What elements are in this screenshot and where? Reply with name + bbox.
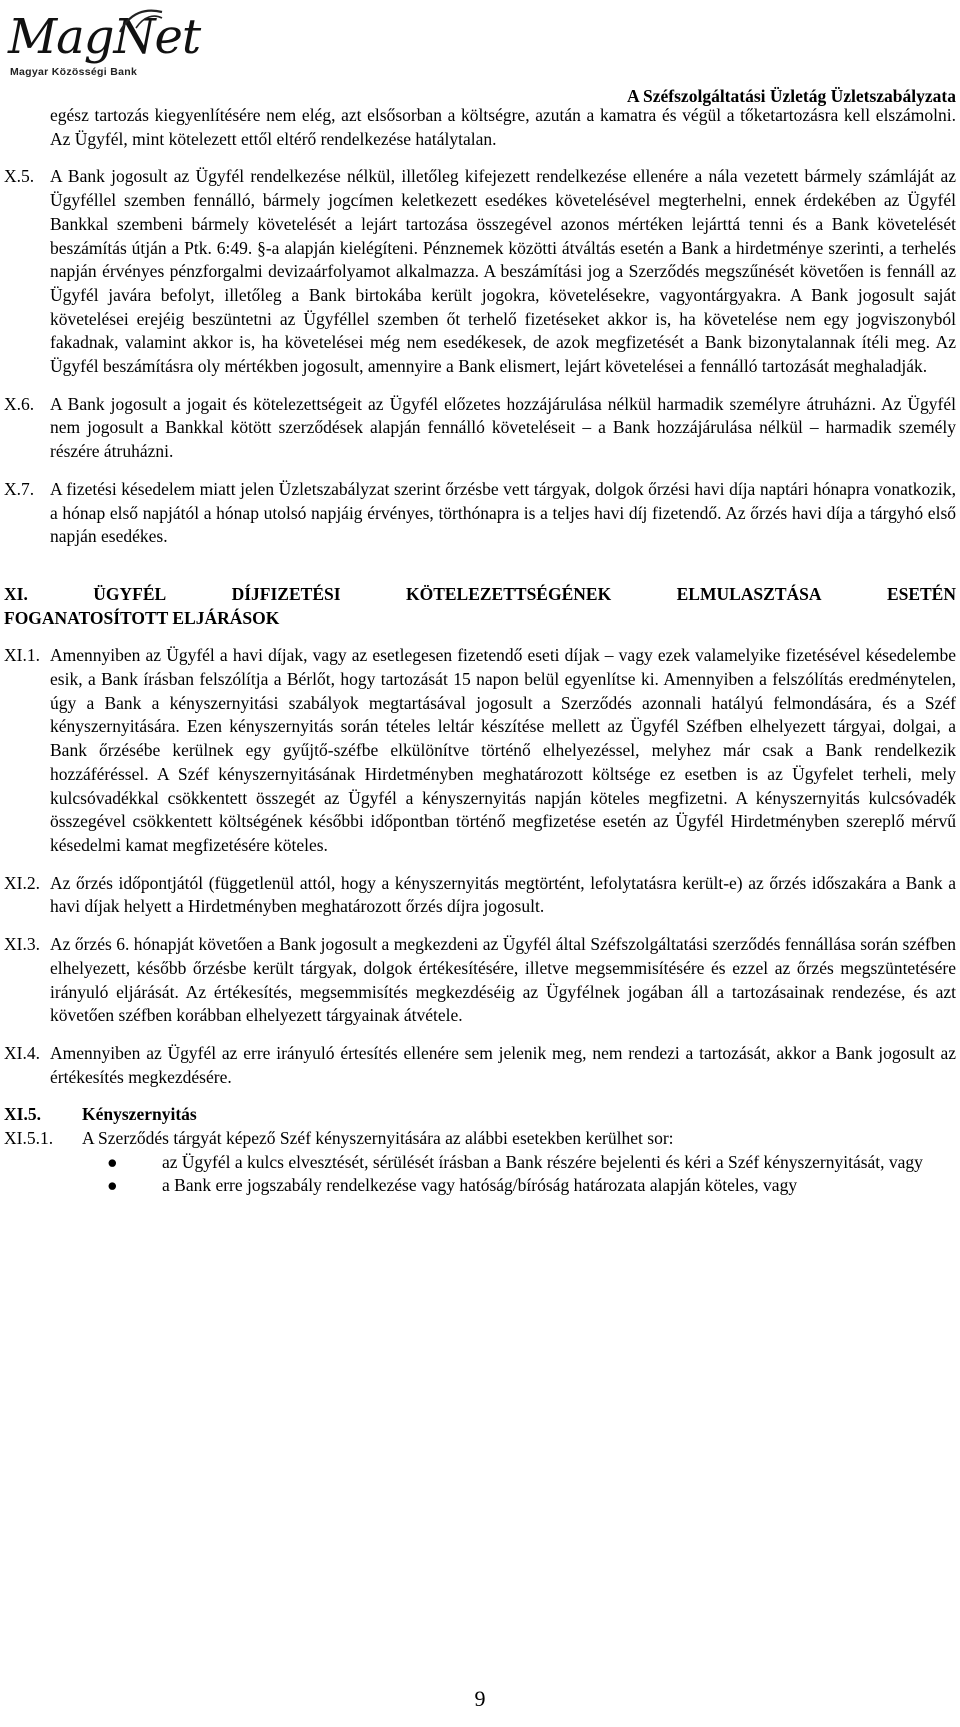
logo-swirl-icon: [116, 6, 166, 36]
clause-text: Az őrzés időpontjától (függetlenül attól, hogy a kényszernyitás megtörtént, lefolytatásra került-e) az őrzés időszakára a Bank a havi díjak helyett a Hirdetményben meghatározott őrzés díjra jogosult.: [50, 872, 956, 917]
clause-number: XI.1.: [4, 645, 40, 666]
heading-word: DÍJFIZETÉSI: [231, 583, 341, 604]
clause-number: X.7.: [4, 478, 35, 499]
section-heading-line1: [4, 583, 956, 607]
subsection-number: XI.5.: [4, 1104, 41, 1125]
document-title: A Széfszolgáltatási Üzletág Üzletszabályzata: [626, 86, 956, 106]
magnet-logo: [8, 6, 201, 86]
heading-word: ELMULASZTÁSA: [676, 583, 822, 604]
heading-word: KÖTELEZETTSÉGÉNEK: [405, 583, 612, 604]
list-item-text: az Ügyfél a kulcs elvesztését, sérülését írásban a Bank részére bejelenti és kéri a Széf kényszernyitását, vagy: [162, 1151, 923, 1172]
clause-text: A Szerződés tárgyát képező Széf kényszernyitására az alábbi esetekben kerülhet sor:: [82, 1128, 674, 1149]
section-heading-line2: FOGANATOSÍTOTT ELJÁRÁSOK: [4, 607, 280, 628]
subsection-xi5-heading: [4, 1103, 956, 1127]
bullet-icon: ●: [107, 1151, 118, 1172]
clause-text: A fizetési késedelem miatt jelen Üzletszabályzat szerint őrzésbe vett tárgyak, dolgok őrzési havi díja naptári hónapra vonatkozik, a hónap első napjától a hónap utolsó napjáig érvényes, törthónapra is a teljes havi díj fizetendő. Az őrzés havi díja a tárgyhó első napján esedékes.: [50, 478, 956, 547]
clause-x5: [4, 165, 956, 378]
list-item-text: a Bank erre jogszabály rendelkezése vagy hatóság/bíróság határozata alapján köteles, vagy: [162, 1175, 798, 1196]
clause-number: XI.2.: [4, 872, 40, 893]
document-body: [4, 104, 956, 1198]
clause-x7: [4, 478, 956, 549]
logo-subtitle: Magyar Közösségi Bank: [10, 66, 138, 78]
continuation-paragraph: egész tartozás kiegyenlítésére nem elég, azt elsősorban a költségre, azután a kamatra és végül a tőketartozásra kell elszámolni. Az Ügyfél, mint kötelezett ettől eltérő rendelkezése hatálytalan.: [50, 105, 956, 149]
heading-number: XI.: [4, 583, 28, 604]
clause-number: XI.3.: [4, 934, 40, 955]
clause-xi51: [4, 1127, 956, 1151]
heading-word: ÜGYFÉL: [93, 583, 167, 604]
clause-text: A Bank jogosult a jogait és kötelezettségeit az Ügyfél előzetes hozzájárulása nélkül harmadik személyre átruházni. Az Ügyfél nem jogosult a Bankkal kötött szerződések alapján fennálló követeléseit – a Bank hozzájárulása nélkül – harmadik személy részére átruházni.: [50, 393, 956, 462]
logo-wordmark: MagNet: [8, 9, 201, 65]
clause-text: Amennyiben az Ügyfél a havi díjak, vagy az esetlegesen fizetendő eseti díjak – vagy ezek valamelyike fizetésével késedelembe esik, a Bank írásban felszólítja a Bérlőt, hogy tartozását 15 napon belül egyenlítse ki. Amennyiben a felszólítás eredménytelen, úgy a Bank a kényszernyitási szabályok megtartásával jogosult a Szerződés azonnali hatályú felmondására, és a Széf kényszernyitására. Ezen kényszernyitás során tételes leltár készítése mellett az Ügyfél Széfben elhelyezett tárgyai, dolgai, a Bank őrzésébe kerülnek egy gyűjtő-széfbe elkülönítve történő elhelyezéssel, melyhez már csak a Bank rendelkezik hozzáféréssel. A Széf kényszernyitásának Hirdetményben meghatározott költsége ez esetben is az Ügyfelet terheli, mely kulcsóvadékkal csökkentett összegét az Ügyfél a kényszernyitás napján köteles megfizetni. A kényszernyitás kulcsóvadék összegével csökkentett költségének későbbi időpontban történő megfizetése esetén az Ügyfél Hirdetményben szereplő mérvű késedelmi kamat megfizetésére köteles.: [50, 645, 956, 855]
clause-number: X.5.: [4, 166, 35, 187]
clause-x6: [4, 393, 956, 464]
clause-number: XI.4.: [4, 1042, 40, 1063]
clause-text: Az őrzés 6. hónapját követően a Bank jogosult a megkezdeni az Ügyfél által Széfszolgáltatási szerződés fennállása során széfben elhelyezett, később őrzésbe került tárgyak, dolgok értékesítésére, illetve megsemmisítésére és ezzel az őrzés megszüntetésére irányuló eljárását. Az értékesítés, megsemmisítés megkezdéséig az Ügyfélnek jogában áll a tartozásainak rendezése, és azt követően széfben korábban elhelyezett tárgyainak átvétele.: [50, 934, 956, 1026]
heading-word: ESETÉN: [886, 583, 956, 604]
list-item: [4, 1174, 956, 1198]
clause-xi4: [4, 1042, 956, 1089]
bullet-icon: ●: [107, 1175, 118, 1196]
section-xi-heading: [4, 583, 956, 630]
clause-xi1: [4, 644, 956, 857]
clause-number: XI.5.1.: [4, 1128, 54, 1149]
clause-number: X.6.: [4, 393, 35, 414]
clause-xi2: [4, 872, 956, 919]
clause-text: Amennyiben az Ügyfél az erre irányuló értesítés ellenére sem jelenik meg, nem rendezi a tartozását, akkor a Bank jogosult az értékesítés megkezdésére.: [50, 1042, 956, 1087]
page-number: 9: [474, 1686, 486, 1711]
subsection-title: Kényszernyitás: [82, 1104, 197, 1125]
clause-xi3: [4, 933, 956, 1028]
clause-text: A Bank jogosult az Ügyfél rendelkezése nélkül, illetőleg kifejezett rendelkezése ellenére a nála vezetett bármely számláját az Ügyféllel szemben fennálló, bármely jogcímen keletkezett esedékes követelésével megterhelni, ennek érdekében az Ügyfél Bankkal szembeni bármely követelését a lejárt tartozása összegével azonos mértéken lejárttá tenni és a Bank követelését beszámítás útján a Ptk. 6:49. §-a alapján kielégíteni. Pénznemek közötti átváltás esetén a Bank a hirdetménye szerinti, a terhelés napján érvényes pénzforgalmi devizaárfolyamot alkalmazza. A beszámítási jog a Szerződés megszűnését követően is fennáll az Ügyfél javára befolyt, illetőleg a Bank birtokába került jogokra, követelésekre, vagyontárgyakra. A Bank jogosult saját követelései erejéig beszüntetni az Ügyféllel szemben őt terhelő fizetéseket akkor is, ha követelése nem egy jogviszonyból fakadnak, valamint akkor is, ha követelései még nem esedékesek, de azok megfizetését a Bank bizonytalannak ítéli meg. Az Ügyfél beszámításra oly mértékben jogosult, amennyire a Bank elismert, lejárt követelései a fennálló tartozását meghaladják.: [50, 166, 956, 377]
list-item: [4, 1151, 956, 1175]
